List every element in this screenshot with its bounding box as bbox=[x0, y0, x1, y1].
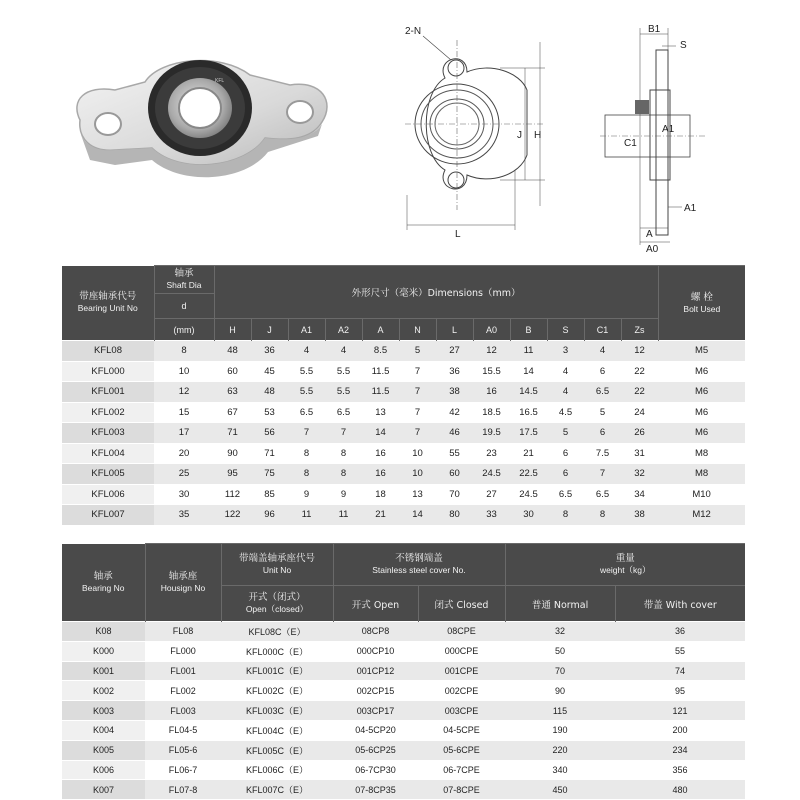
table-cell: 8 bbox=[288, 443, 325, 464]
table-cell: 24.5 bbox=[473, 464, 510, 485]
table-cell: 60 bbox=[214, 361, 251, 382]
header-dim-a2: A2 bbox=[325, 319, 362, 341]
header-dim-a1: A1 bbox=[288, 319, 325, 341]
label-a1-top: A1 bbox=[662, 124, 675, 135]
header-dim-h: H bbox=[214, 319, 251, 341]
table-cell: M8 bbox=[658, 443, 745, 464]
header-unit-zh: 带座轴承代号 bbox=[79, 291, 137, 303]
table-cell: 32 bbox=[505, 622, 615, 642]
table-cell: K004 bbox=[62, 720, 145, 740]
table-cell: 46 bbox=[436, 423, 473, 444]
table-cell: 8 bbox=[325, 443, 362, 464]
table-cell: 7 bbox=[399, 361, 436, 382]
header-with-cover: 带盖 With cover bbox=[643, 599, 717, 611]
table-cell: M6 bbox=[658, 402, 745, 423]
col-weight-normal bbox=[505, 586, 615, 622]
table-cell: KFL000 bbox=[62, 361, 154, 382]
table-cell: 6.5 bbox=[584, 382, 621, 403]
table-cell: FL000 bbox=[145, 641, 221, 661]
table-cell: 7 bbox=[288, 423, 325, 444]
label-a1-bottom: A1 bbox=[684, 203, 697, 214]
table-cell: 4 bbox=[325, 341, 362, 362]
table-cell: FL06-7 bbox=[145, 760, 221, 780]
header-dim-zs: Zs bbox=[621, 319, 658, 341]
table-cell: 122 bbox=[214, 505, 251, 525]
table-cell: M8 bbox=[658, 464, 745, 485]
table-cell: 18.5 bbox=[473, 402, 510, 423]
table-cell: 08CP8 bbox=[333, 622, 418, 642]
table-cell: K08 bbox=[62, 622, 145, 642]
table-cell: 6 bbox=[584, 423, 621, 444]
side-view-drawing bbox=[600, 20, 710, 255]
header-dim-j: J bbox=[251, 319, 288, 341]
table-cell: 18 bbox=[362, 484, 399, 505]
table-cell: 234 bbox=[615, 740, 745, 760]
table-cell: KFL006 bbox=[62, 484, 154, 505]
table-cell: 05-6CP25 bbox=[333, 740, 418, 760]
label-s: S bbox=[680, 40, 687, 51]
table-row bbox=[62, 341, 745, 362]
header-dim-n: N bbox=[399, 319, 436, 341]
table-cell: 70 bbox=[436, 484, 473, 505]
table-cell: 06-7CP30 bbox=[333, 760, 418, 780]
header-unit-en: Bearing Unit No bbox=[77, 303, 138, 314]
col-unit-no bbox=[221, 544, 333, 586]
table-cell: 07-8CP35 bbox=[333, 780, 418, 799]
table-cell: 14 bbox=[362, 423, 399, 444]
table-cell: 16 bbox=[473, 382, 510, 403]
table-cell: 4 bbox=[288, 341, 325, 362]
table-cell: 71 bbox=[251, 443, 288, 464]
header-shaft-zh: 轴承 bbox=[174, 268, 194, 279]
header-weight-en: weight（kg） bbox=[599, 565, 651, 575]
col-cover-open bbox=[333, 586, 418, 622]
label-j: J bbox=[517, 130, 522, 141]
table-cell: 24 bbox=[621, 402, 658, 423]
table-cell: 8.5 bbox=[362, 341, 399, 362]
table-cell: 11 bbox=[288, 505, 325, 525]
table-cell: 190 bbox=[505, 720, 615, 740]
table-cell: 31 bbox=[621, 443, 658, 464]
table-cell: 6 bbox=[547, 443, 584, 464]
label-2-n: 2-N bbox=[405, 26, 422, 37]
table-cell: 115 bbox=[505, 701, 615, 721]
table-cell: 15 bbox=[154, 402, 214, 423]
header-weight-zh: 重量 bbox=[615, 553, 635, 564]
table-cell: KFL005C（E） bbox=[221, 740, 333, 760]
table-cell: 7 bbox=[399, 423, 436, 444]
table-cell: 45 bbox=[251, 361, 288, 382]
table-cell: 5.5 bbox=[325, 382, 362, 403]
table-cell: 50 bbox=[505, 641, 615, 661]
table-cell: 90 bbox=[505, 681, 615, 701]
header-housing-en: Housign No bbox=[160, 583, 206, 593]
table-cell: 06-7CPE bbox=[418, 760, 505, 780]
table-cell: FL001 bbox=[145, 661, 221, 681]
table-cell: 11 bbox=[510, 341, 547, 362]
table-cell: 5.5 bbox=[288, 382, 325, 403]
table-cell: K003 bbox=[62, 701, 145, 721]
table-cell: KFL000C（E） bbox=[221, 641, 333, 661]
table-cell: 7 bbox=[584, 464, 621, 485]
table-cell: 80 bbox=[436, 505, 473, 525]
table-cell: 25 bbox=[154, 464, 214, 485]
table-cell: 10 bbox=[399, 464, 436, 485]
table-cell: KFL002 bbox=[62, 402, 154, 423]
table-cell: 26 bbox=[621, 423, 658, 444]
table-cell: 5.5 bbox=[288, 361, 325, 382]
table-cell: 17 bbox=[154, 423, 214, 444]
table-row bbox=[62, 505, 745, 525]
header-open: 开式 Open bbox=[351, 599, 400, 611]
table-cell: 75 bbox=[251, 464, 288, 485]
header-dim-l: L bbox=[436, 319, 473, 341]
table-row bbox=[62, 780, 745, 799]
table-cell: 002CPE bbox=[418, 681, 505, 701]
table-cell: 48 bbox=[251, 382, 288, 403]
table-cell: K002 bbox=[62, 681, 145, 701]
table-cell: 17.5 bbox=[510, 423, 547, 444]
table-row bbox=[62, 443, 745, 464]
table-cell: 70 bbox=[505, 661, 615, 681]
table-cell: 7 bbox=[399, 382, 436, 403]
table-cell: 8 bbox=[325, 464, 362, 485]
table-cell: 16.5 bbox=[510, 402, 547, 423]
table-cell: 07-8CPE bbox=[418, 780, 505, 799]
table-cell: 001CPE bbox=[418, 661, 505, 681]
table-cell: 4 bbox=[547, 361, 584, 382]
header-open-closed-en: Open（closed） bbox=[245, 604, 309, 614]
table-cell: KFL007C（E） bbox=[221, 780, 333, 799]
header-weight bbox=[505, 544, 745, 586]
table-cell: 35 bbox=[154, 505, 214, 525]
table-cell: KFL005 bbox=[62, 464, 154, 485]
header-dimensions bbox=[214, 266, 658, 319]
header-shaft-symbol: d bbox=[154, 294, 214, 319]
label-c1: C1 bbox=[624, 138, 637, 149]
table-cell: 112 bbox=[214, 484, 251, 505]
table-cell: KFL003 bbox=[62, 423, 154, 444]
table-cell: 63 bbox=[214, 382, 251, 403]
table-cell: 14 bbox=[399, 505, 436, 525]
table-cell: KFL004C（E） bbox=[221, 720, 333, 740]
table-row bbox=[62, 760, 745, 780]
col-weight-with-cover bbox=[615, 586, 745, 622]
table-cell: 30 bbox=[510, 505, 547, 525]
table-cell: 7 bbox=[325, 423, 362, 444]
table-row bbox=[62, 622, 745, 642]
table-row bbox=[62, 720, 745, 740]
header-closed: 闭式 Closed bbox=[434, 599, 489, 611]
table-cell: M6 bbox=[658, 382, 745, 403]
table-cell: K001 bbox=[62, 661, 145, 681]
table-cell: 5 bbox=[399, 341, 436, 362]
table-cell: KFL001C（E） bbox=[221, 661, 333, 681]
table-cell: 32 bbox=[621, 464, 658, 485]
header-open-closed bbox=[221, 586, 333, 622]
table-row bbox=[62, 423, 745, 444]
table-cell: 16 bbox=[362, 464, 399, 485]
table-cell: 56 bbox=[251, 423, 288, 444]
label-a0: A0 bbox=[646, 244, 659, 255]
header-dim-a0: A0 bbox=[473, 319, 510, 341]
table-cell: 001CP12 bbox=[333, 661, 418, 681]
col-shaft-dia bbox=[154, 266, 214, 294]
table-cell: 4 bbox=[584, 341, 621, 362]
table-cell: 21 bbox=[362, 505, 399, 525]
table-cell: 15.5 bbox=[473, 361, 510, 382]
table-cell: 6.5 bbox=[547, 484, 584, 505]
table-cell: 85 bbox=[251, 484, 288, 505]
header-cover-zh: 不锈钢端盖 bbox=[395, 553, 443, 564]
table-cell: K007 bbox=[62, 780, 145, 799]
header-cover-en: Stainless steel cover No. bbox=[372, 565, 466, 575]
table-cell: 16 bbox=[362, 443, 399, 464]
table-cell: 95 bbox=[615, 681, 745, 701]
table-row bbox=[62, 484, 745, 505]
table-cell: 48 bbox=[214, 341, 251, 362]
table-cell: 30 bbox=[154, 484, 214, 505]
table-cell: M6 bbox=[658, 361, 745, 382]
table-cell: K000 bbox=[62, 641, 145, 661]
col-bearing-unit-no bbox=[62, 266, 154, 341]
table-cell: M10 bbox=[658, 484, 745, 505]
table-cell: 90 bbox=[214, 443, 251, 464]
header-dim-c1: C1 bbox=[584, 319, 621, 341]
table-cell: M12 bbox=[658, 505, 745, 525]
table-cell: 22.5 bbox=[510, 464, 547, 485]
table-cell: 8 bbox=[584, 505, 621, 525]
front-view-drawing bbox=[395, 20, 565, 245]
header-bearing-zh: 轴承 bbox=[93, 570, 113, 582]
table-cell: KFL003C（E） bbox=[221, 701, 333, 721]
table-cell: 10 bbox=[399, 443, 436, 464]
table-cell: 24.5 bbox=[510, 484, 547, 505]
table-row bbox=[62, 382, 745, 403]
table-cell: 220 bbox=[505, 740, 615, 760]
label-l: L bbox=[455, 229, 461, 240]
table-cell: KFL004 bbox=[62, 443, 154, 464]
table-cell: 22 bbox=[621, 382, 658, 403]
col-housing-no bbox=[145, 544, 221, 622]
table-cell: 9 bbox=[288, 484, 325, 505]
header-shaft-en: Shaft Dia bbox=[166, 280, 202, 290]
table-cell: 12 bbox=[154, 382, 214, 403]
table-cell: 200 bbox=[615, 720, 745, 740]
header-dim-s: S bbox=[547, 319, 584, 341]
table-cell: 42 bbox=[436, 402, 473, 423]
table-row bbox=[62, 740, 745, 760]
table-cell: 450 bbox=[505, 780, 615, 799]
header-bolt-en: Bolt Used bbox=[683, 303, 721, 314]
table-cell: 003CPE bbox=[418, 701, 505, 721]
table-cell: KFL002C（E） bbox=[221, 681, 333, 701]
table-cell: 5.5 bbox=[325, 361, 362, 382]
table-cell: 002CP15 bbox=[333, 681, 418, 701]
table-cell: 36 bbox=[251, 341, 288, 362]
col-bolt-used bbox=[658, 266, 745, 341]
table-cell: 4 bbox=[547, 382, 584, 403]
header-open-closed-zh: 开式（闭式） bbox=[248, 592, 306, 603]
table-cell: 6.5 bbox=[325, 402, 362, 423]
table-cell: 480 bbox=[615, 780, 745, 799]
header-dimensions-text: 外形尺寸（毫米）Dimensions（mm） bbox=[351, 288, 521, 299]
table-cell: 11.5 bbox=[362, 382, 399, 403]
table-cell: 04-5CP20 bbox=[333, 720, 418, 740]
table-cell: 71 bbox=[214, 423, 251, 444]
table-cell: 14 bbox=[510, 361, 547, 382]
table-row bbox=[62, 361, 745, 382]
table-cell: 60 bbox=[436, 464, 473, 485]
table-cell: 34 bbox=[621, 484, 658, 505]
table-cell: KFL08 bbox=[62, 341, 154, 362]
table-cell: 000CP10 bbox=[333, 641, 418, 661]
table-cell: 38 bbox=[436, 382, 473, 403]
header-stainless-cover bbox=[333, 544, 505, 586]
bearing-photo bbox=[60, 40, 350, 190]
table-row bbox=[62, 661, 745, 681]
table-cell: 340 bbox=[505, 760, 615, 780]
header-normal: 普通 Normal bbox=[531, 599, 589, 611]
table-cell: 21 bbox=[510, 443, 547, 464]
table-cell: 14.5 bbox=[510, 382, 547, 403]
dimensions-table bbox=[62, 265, 745, 525]
table-cell: K006 bbox=[62, 760, 145, 780]
table-cell: 53 bbox=[251, 402, 288, 423]
table-cell: 20 bbox=[154, 443, 214, 464]
table-cell: 19.5 bbox=[473, 423, 510, 444]
table-cell: 74 bbox=[615, 661, 745, 681]
table-cell: 95 bbox=[214, 464, 251, 485]
table-cell: 67 bbox=[214, 402, 251, 423]
table-cell: 11 bbox=[325, 505, 362, 525]
table-cell: 12 bbox=[621, 341, 658, 362]
table-cell: 9 bbox=[325, 484, 362, 505]
table-cell: 7 bbox=[399, 402, 436, 423]
table-cell: 12 bbox=[473, 341, 510, 362]
table-cell: 22 bbox=[621, 361, 658, 382]
table-cell: FL08 bbox=[145, 622, 221, 642]
table-cell: FL002 bbox=[145, 681, 221, 701]
table-cell: 36 bbox=[436, 361, 473, 382]
header-dim-b: B bbox=[510, 319, 547, 341]
table-cell: K005 bbox=[62, 740, 145, 760]
table-cell: 55 bbox=[615, 641, 745, 661]
table-cell: 36 bbox=[615, 622, 745, 642]
header-dim-a: A bbox=[362, 319, 399, 341]
table-cell: 6.5 bbox=[584, 484, 621, 505]
table-cell: 33 bbox=[473, 505, 510, 525]
table-cell: FL003 bbox=[145, 701, 221, 721]
table-cell: 6 bbox=[584, 361, 621, 382]
cover-weight-table bbox=[62, 543, 745, 799]
table-cell: 13 bbox=[399, 484, 436, 505]
label-h: H bbox=[534, 130, 542, 141]
table-cell: 04-5CPE bbox=[418, 720, 505, 740]
table-cell: 23 bbox=[473, 443, 510, 464]
table-cell: KFL001 bbox=[62, 382, 154, 403]
table-cell: 7.5 bbox=[584, 443, 621, 464]
table-row bbox=[62, 464, 745, 485]
table-cell: 8 bbox=[154, 341, 214, 362]
label-b1: B1 bbox=[648, 24, 661, 35]
table-cell: 55 bbox=[436, 443, 473, 464]
table-cell: 10 bbox=[154, 361, 214, 382]
col-cover-closed bbox=[418, 586, 505, 622]
table-cell: 3 bbox=[547, 341, 584, 362]
table-cell: FL04-5 bbox=[145, 720, 221, 740]
table-cell: FL07-8 bbox=[145, 780, 221, 799]
table-cell: FL05-6 bbox=[145, 740, 221, 760]
header-bearing-en: Bearing No bbox=[81, 582, 125, 593]
table-row bbox=[62, 402, 745, 423]
table-cell: 8 bbox=[547, 505, 584, 525]
table-cell: M6 bbox=[658, 423, 745, 444]
table-row bbox=[62, 701, 745, 721]
table-cell: 13 bbox=[362, 402, 399, 423]
table-cell: KFL006C（E） bbox=[221, 760, 333, 780]
header-unit-no-en: Unit No bbox=[262, 565, 292, 575]
header-unit-no-zh: 带端盖轴承座代号 bbox=[238, 553, 315, 564]
table-cell: KFL08C（E） bbox=[221, 622, 333, 642]
header-housing-zh: 轴承座 bbox=[168, 571, 198, 582]
table-cell: 000CPE bbox=[418, 641, 505, 661]
table-cell: 08CPE bbox=[418, 622, 505, 642]
table-cell: 4.5 bbox=[547, 402, 584, 423]
header-bolt-zh: 螺 栓 bbox=[690, 291, 713, 303]
table-cell: 96 bbox=[251, 505, 288, 525]
table-row bbox=[62, 641, 745, 661]
table-cell: KFL007 bbox=[62, 505, 154, 525]
table-cell: M5 bbox=[658, 341, 745, 362]
col-bearing-no bbox=[62, 544, 145, 622]
table-cell: 356 bbox=[615, 760, 745, 780]
table-cell: 38 bbox=[621, 505, 658, 525]
table-cell: 05-6CPE bbox=[418, 740, 505, 760]
table-row bbox=[62, 681, 745, 701]
illustration-area bbox=[0, 0, 800, 260]
table-cell: 11.5 bbox=[362, 361, 399, 382]
bearing-stamp-text: KFL bbox=[215, 78, 225, 84]
table-cell: 27 bbox=[436, 341, 473, 362]
table-cell: 6 bbox=[547, 464, 584, 485]
table-cell: 003CP17 bbox=[333, 701, 418, 721]
table-cell: 5 bbox=[547, 423, 584, 444]
header-shaft-unit: (mm) bbox=[154, 319, 214, 341]
label-a: A bbox=[646, 229, 653, 240]
table-cell: 8 bbox=[288, 464, 325, 485]
table-cell: 121 bbox=[615, 701, 745, 721]
table-cell: 27 bbox=[473, 484, 510, 505]
table-cell: 6.5 bbox=[288, 402, 325, 423]
table-cell: 5 bbox=[584, 402, 621, 423]
